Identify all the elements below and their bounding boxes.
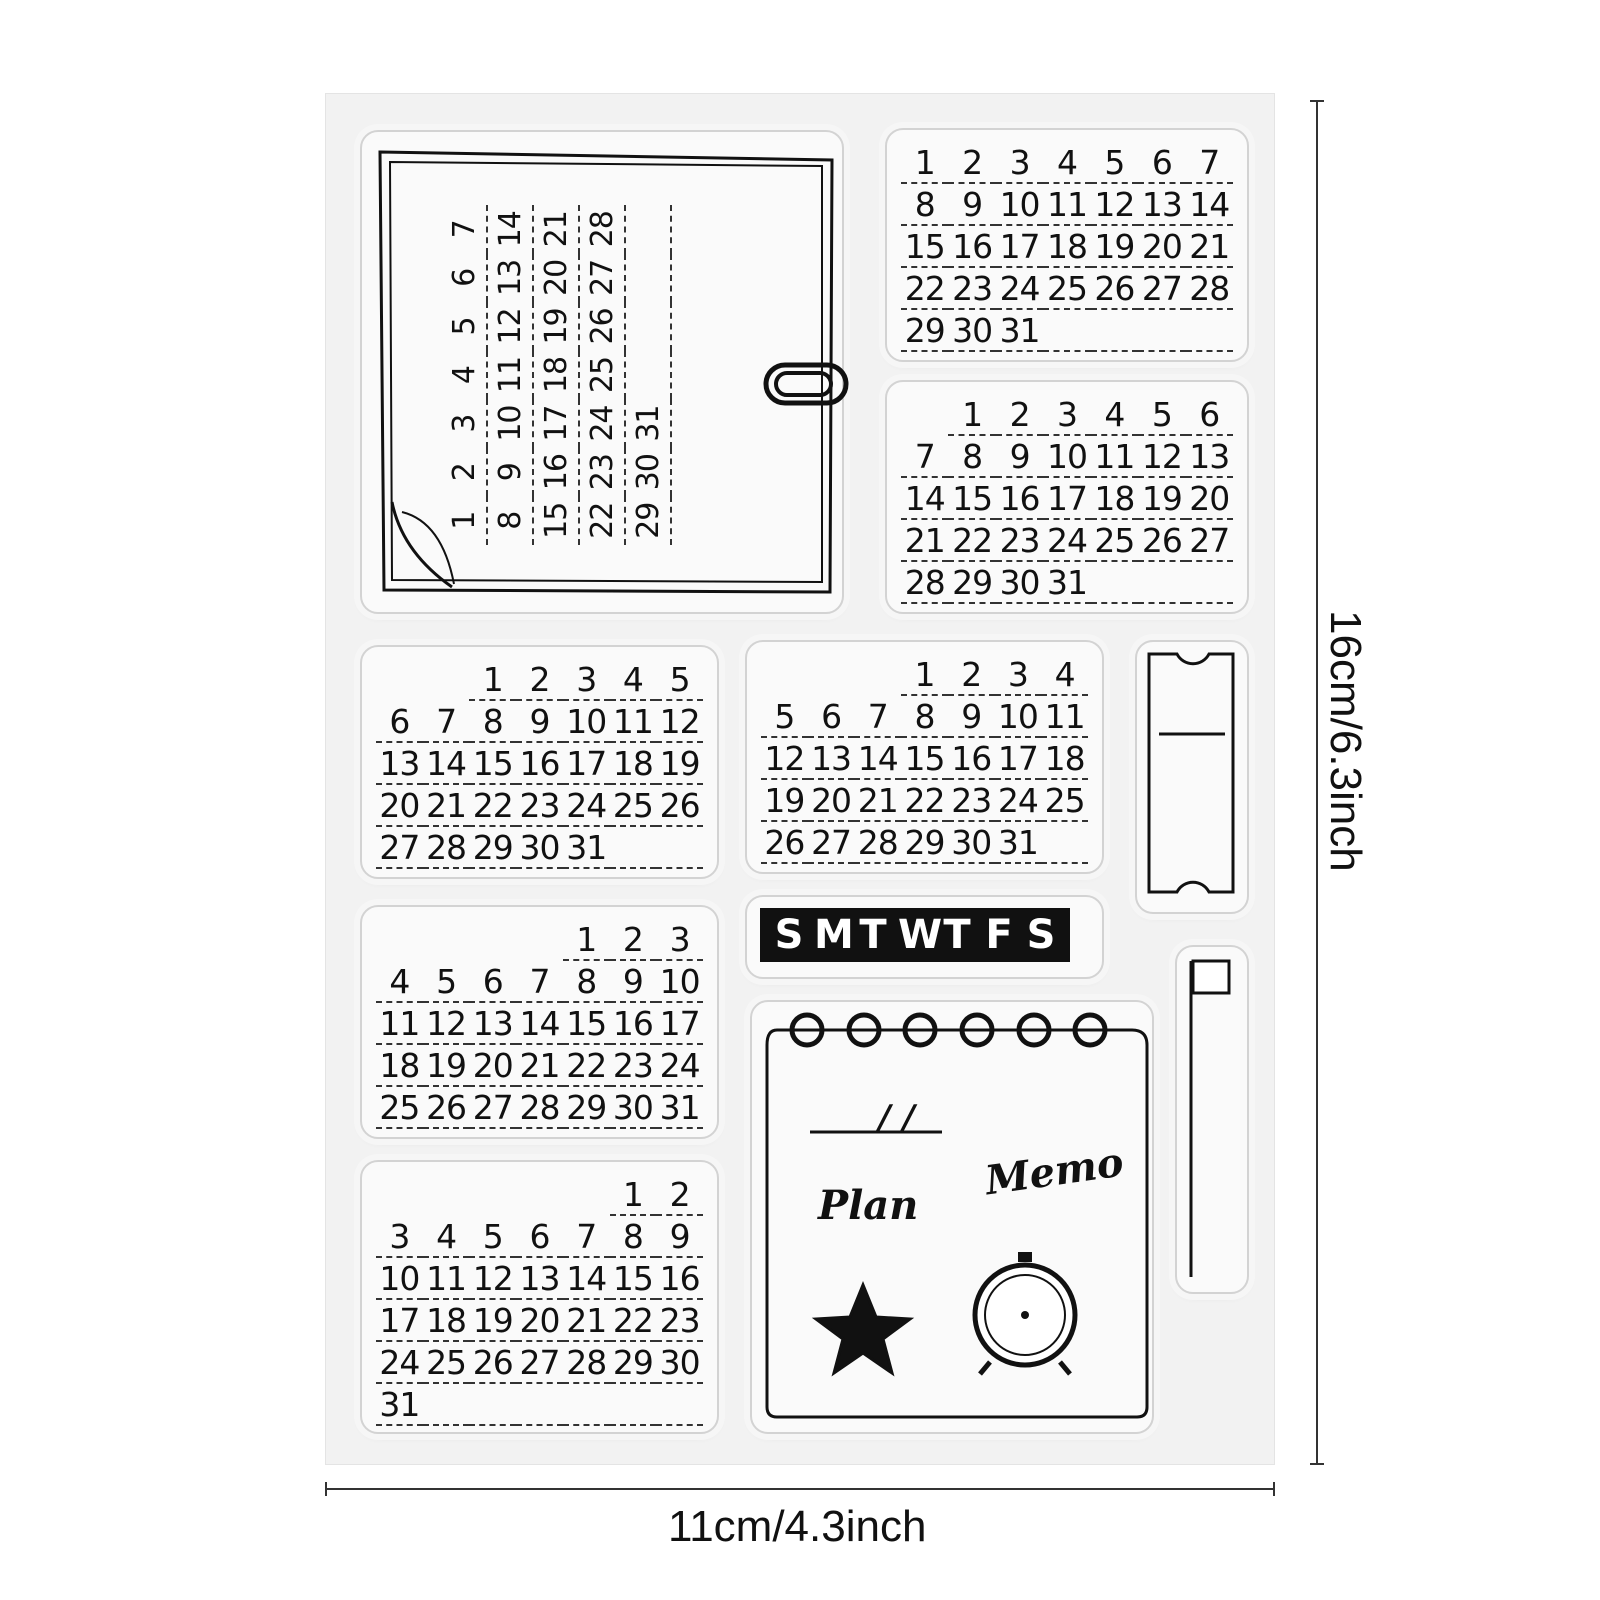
calendar-day: 19 <box>534 302 580 351</box>
calendar-day: 31 <box>626 399 672 448</box>
calendar-day: 23 <box>996 520 1043 562</box>
calendar-day: 20 <box>1138 226 1185 268</box>
calendar-day: 19 <box>423 1045 470 1087</box>
calendar-day: 12 <box>1138 436 1185 478</box>
calendar-day: 18 <box>376 1045 423 1087</box>
calendar-day: 23 <box>948 780 995 822</box>
calendar-day: 11 <box>610 701 657 743</box>
calendar-day: 30 <box>610 1087 657 1129</box>
calendar-day: 5 <box>1138 394 1185 436</box>
calendar-day: 19 <box>1138 478 1185 520</box>
calendar-day: 8 <box>610 1216 657 1258</box>
calendar-day: 27 <box>580 254 626 303</box>
calendar-day: 26 <box>761 822 808 864</box>
calendar-blank-cell <box>1041 822 1088 864</box>
calendar-day: 18 <box>1043 226 1090 268</box>
calendar-day: 31 <box>996 310 1043 352</box>
calendar-day: 25 <box>423 1342 470 1384</box>
calendar-day: 2 <box>516 659 563 701</box>
calendar-blank-cell <box>423 1384 470 1426</box>
calendar-day: 17 <box>996 226 1043 268</box>
weekday-letter: T <box>943 912 971 958</box>
calendar-blank-cell <box>1043 310 1090 352</box>
calendar-day: 22 <box>948 520 995 562</box>
calendar-day: 22 <box>901 780 948 822</box>
calendar-day: 14 <box>516 1003 563 1045</box>
calendar-day: 26 <box>656 785 703 827</box>
calendar-day: 4 <box>376 961 423 1003</box>
calendar-blank-cell <box>1138 562 1185 604</box>
calendar-day: 31 <box>563 827 610 869</box>
calendar-day: 15 <box>534 496 580 545</box>
calendar-day: 15 <box>610 1258 657 1300</box>
calendar-day: 4 <box>1043 142 1090 184</box>
calendar-day: 13 <box>1186 436 1233 478</box>
calendar-day: 28 <box>563 1342 610 1384</box>
star-icon <box>808 1275 918 1385</box>
calendar-day: 20 <box>469 1045 516 1087</box>
calendar-day: 28 <box>854 822 901 864</box>
calendar-day: 31 <box>1043 562 1090 604</box>
date-slashes-label: / / <box>878 1098 915 1138</box>
weekday-letter: S <box>1026 912 1056 958</box>
calendar-day: 19 <box>469 1300 516 1342</box>
height-dimension-label: 16cm/6.3inch <box>1321 610 1370 872</box>
calendar-day: 12 <box>423 1003 470 1045</box>
plan-label: Plan <box>818 1182 919 1229</box>
calendar-day: 18 <box>610 743 657 785</box>
calendar-day: 9 <box>488 448 534 497</box>
calendar-day: 24 <box>563 785 610 827</box>
calendar-day: 28 <box>580 205 626 254</box>
calendar-blank-cell <box>423 1174 470 1216</box>
calendar-day: 5 <box>469 1216 516 1258</box>
calendar-day: 15 <box>901 738 948 780</box>
calendar-day: 17 <box>376 1300 423 1342</box>
calendar-day: 28 <box>516 1087 563 1129</box>
calendar-day: 11 <box>1041 696 1088 738</box>
calendar-day: 6 <box>516 1216 563 1258</box>
calendar-blank-cell <box>656 1384 703 1426</box>
calendar-day: 9 <box>948 696 995 738</box>
calendar-rotated <box>442 200 714 550</box>
calendar-day: 21 <box>901 520 948 562</box>
calendar-blank-cell <box>563 1384 610 1426</box>
memo-label: Memo <box>982 1138 1127 1205</box>
calendar-day: 31 <box>995 822 1042 864</box>
calendar-day: 4 <box>442 351 488 400</box>
calendar-day: 29 <box>563 1087 610 1129</box>
calendar-day: 3 <box>996 142 1043 184</box>
calendar-day: 30 <box>948 310 995 352</box>
calendar-left-3 <box>360 1160 719 1434</box>
calendar-day: 27 <box>376 827 423 869</box>
calendar-day: 27 <box>469 1087 516 1129</box>
ticket-icon <box>1137 642 1247 912</box>
calendar-day: 8 <box>901 184 948 226</box>
calendar-day: 19 <box>761 780 808 822</box>
calendar-blank-cell <box>1186 562 1233 604</box>
calendar-day: 17 <box>1043 478 1090 520</box>
calendar-day: 13 <box>1138 184 1185 226</box>
calendar-day: 27 <box>808 822 855 864</box>
calendar-day: 13 <box>469 1003 516 1045</box>
calendar-day: 16 <box>948 226 995 268</box>
calendar-day: 21 <box>854 780 901 822</box>
calendar-day: 9 <box>996 436 1043 478</box>
calendar-blank-cell <box>626 254 672 303</box>
calendar-blank-cell <box>376 1174 423 1216</box>
calendar-day: 3 <box>1043 394 1090 436</box>
calendar-day: 22 <box>469 785 516 827</box>
calendar-blank-cell <box>516 1174 563 1216</box>
calendar-day: 7 <box>901 436 948 478</box>
calendar-day: 25 <box>1041 780 1088 822</box>
calendar-day: 25 <box>376 1087 423 1129</box>
calendar-day: 26 <box>1138 520 1185 562</box>
calendar-day: 18 <box>534 351 580 400</box>
alarm-clock-icon <box>950 1240 1100 1380</box>
calendar-day: 26 <box>1091 268 1138 310</box>
ticket-stamp <box>1135 640 1249 914</box>
calendar-grid <box>761 654 1088 864</box>
calendar-day: 3 <box>656 919 703 961</box>
calendar-day: 26 <box>580 302 626 351</box>
calendar-blank-cell <box>656 827 703 869</box>
calendar-day: 6 <box>1138 142 1185 184</box>
calendar-day: 14 <box>854 738 901 780</box>
calendar-day: 8 <box>488 496 534 545</box>
calendar-day: 13 <box>376 743 423 785</box>
calendar-day: 5 <box>442 302 488 351</box>
calendar-day: 20 <box>808 780 855 822</box>
calendar-day: 28 <box>423 827 470 869</box>
calendar-day: 5 <box>1091 142 1138 184</box>
calendar-day: 11 <box>1091 436 1138 478</box>
calendar-grid <box>442 205 682 545</box>
calendar-day: 10 <box>563 701 610 743</box>
calendar-day: 4 <box>1041 654 1088 696</box>
flag-stamp <box>1175 945 1249 1294</box>
calendar-day: 25 <box>1091 520 1138 562</box>
calendar-day: 12 <box>656 701 703 743</box>
calendar-day: 10 <box>488 399 534 448</box>
calendar-day: 10 <box>995 696 1042 738</box>
calendar-day: 27 <box>516 1342 563 1384</box>
calendar-day: 8 <box>563 961 610 1003</box>
calendar-blank-cell <box>610 827 657 869</box>
calendar-day: 2 <box>996 394 1043 436</box>
calendar-blank-cell <box>626 351 672 400</box>
calendar-day: 14 <box>901 478 948 520</box>
calendar-day: 3 <box>563 659 610 701</box>
calendar-day: 24 <box>1043 520 1090 562</box>
height-dimension-line <box>1316 100 1318 1465</box>
calendar-day: 18 <box>1041 738 1088 780</box>
calendar-day: 11 <box>423 1258 470 1300</box>
calendar-day: 3 <box>442 399 488 448</box>
calendar-day: 11 <box>488 351 534 400</box>
calendar-day: 30 <box>996 562 1043 604</box>
calendar-day: 24 <box>996 268 1043 310</box>
calendar-day: 13 <box>808 738 855 780</box>
calendar-day: 30 <box>656 1342 703 1384</box>
width-dimension-line <box>325 1488 1275 1490</box>
calendar-blank-cell <box>808 654 855 696</box>
calendar-day: 14 <box>1186 184 1233 226</box>
calendar-day: 29 <box>610 1342 657 1384</box>
calendar-day: 16 <box>610 1003 657 1045</box>
calendar-day: 15 <box>469 743 516 785</box>
calendar-day: 28 <box>1186 268 1233 310</box>
calendar-mid-right <box>885 380 1249 614</box>
calendar-day: 3 <box>995 654 1042 696</box>
calendar-day: 28 <box>901 562 948 604</box>
calendar-day: 16 <box>996 478 1043 520</box>
calendar-day: 11 <box>1043 184 1090 226</box>
calendar-day: 29 <box>626 496 672 545</box>
calendar-day: 29 <box>901 310 948 352</box>
calendar-day: 7 <box>442 205 488 254</box>
calendar-blank-cell <box>469 919 516 961</box>
calendar-day: 22 <box>563 1045 610 1087</box>
calendar-day: 27 <box>1186 520 1233 562</box>
calendar-day: 15 <box>948 478 995 520</box>
calendar-blank-cell <box>516 919 563 961</box>
calendar-day: 9 <box>610 961 657 1003</box>
calendar-day: 2 <box>656 1174 703 1216</box>
calendar-day: 10 <box>376 1258 423 1300</box>
calendar-day: 13 <box>488 254 534 303</box>
calendar-left-1 <box>360 645 719 879</box>
calendar-day: 14 <box>563 1258 610 1300</box>
calendar-day: 10 <box>1043 436 1090 478</box>
calendar-day: 27 <box>1138 268 1185 310</box>
calendar-day: 23 <box>580 448 626 497</box>
calendar-day: 1 <box>610 1174 657 1216</box>
calendar-day: 25 <box>1043 268 1090 310</box>
calendar-day: 20 <box>1186 478 1233 520</box>
calendar-day: 2 <box>948 142 995 184</box>
calendar-blank-cell <box>376 919 423 961</box>
calendar-day: 6 <box>469 961 516 1003</box>
calendar-day: 12 <box>761 738 808 780</box>
calendar-day: 16 <box>516 743 563 785</box>
calendar-day: 26 <box>423 1087 470 1129</box>
calendar-day: 16 <box>656 1258 703 1300</box>
calendar-day: 4 <box>423 1216 470 1258</box>
calendar-day: 19 <box>656 743 703 785</box>
calendar-day: 6 <box>808 696 855 738</box>
flag-icon <box>1177 947 1247 1292</box>
calendar-day: 8 <box>901 696 948 738</box>
calendar-blank-cell <box>423 919 470 961</box>
calendar-blank-cell <box>516 1384 563 1426</box>
calendar-day: 24 <box>656 1045 703 1087</box>
calendar-day: 14 <box>423 743 470 785</box>
calendar-day: 12 <box>488 302 534 351</box>
calendar-day: 29 <box>469 827 516 869</box>
calendar-day: 29 <box>948 562 995 604</box>
calendar-day: 9 <box>948 184 995 226</box>
calendar-blank-cell <box>563 1174 610 1216</box>
calendar-day: 14 <box>488 205 534 254</box>
calendar-day: 7 <box>563 1216 610 1258</box>
calendar-day: 20 <box>534 254 580 303</box>
calendar-day: 30 <box>948 822 995 864</box>
calendar-day: 4 <box>1091 394 1138 436</box>
calendar-day: 31 <box>656 1087 703 1129</box>
calendar-day: 15 <box>563 1003 610 1045</box>
calendar-day: 30 <box>516 827 563 869</box>
calendar-day: 1 <box>442 496 488 545</box>
calendar-blank-cell <box>376 659 423 701</box>
calendar-day: 26 <box>469 1342 516 1384</box>
calendar-day: 21 <box>516 1045 563 1087</box>
calendar-day: 1 <box>901 142 948 184</box>
calendar-day: 22 <box>901 268 948 310</box>
calendar-blank-cell <box>761 654 808 696</box>
calendar-blank-cell <box>626 302 672 351</box>
calendar-day: 1 <box>948 394 995 436</box>
calendar-blank-cell <box>469 1384 516 1426</box>
calendar-day: 9 <box>656 1216 703 1258</box>
calendar-blank-cell <box>469 1174 516 1216</box>
calendar-day: 5 <box>656 659 703 701</box>
calendar-day: 5 <box>761 696 808 738</box>
calendar-day: 17 <box>656 1003 703 1045</box>
calendar-blank-cell <box>423 659 470 701</box>
calendar-day: 20 <box>376 785 423 827</box>
calendar-day: 21 <box>534 205 580 254</box>
calendar-day: 29 <box>901 822 948 864</box>
calendar-day: 25 <box>580 351 626 400</box>
calendar-day: 10 <box>996 184 1043 226</box>
calendar-day: 12 <box>1091 184 1138 226</box>
calendar-grid <box>376 1174 703 1426</box>
calendar-day: 1 <box>563 919 610 961</box>
calendar-grid <box>376 919 703 1129</box>
calendar-center <box>745 640 1104 874</box>
calendar-day: 7 <box>423 701 470 743</box>
calendar-day: 2 <box>948 654 995 696</box>
calendar-day: 7 <box>854 696 901 738</box>
width-dimension-label: 11cm/4.3inch <box>668 1502 927 1551</box>
calendar-grid <box>376 659 703 869</box>
calendar-day: 7 <box>1186 142 1233 184</box>
calendar-day: 2 <box>442 448 488 497</box>
paper-clip-icon <box>760 355 850 415</box>
calendar-day: 30 <box>626 448 672 497</box>
calendar-day: 13 <box>516 1258 563 1300</box>
calendar-day: 24 <box>580 399 626 448</box>
calendar-blank-cell <box>1091 310 1138 352</box>
calendar-day: 22 <box>610 1300 657 1342</box>
calendar-day: 25 <box>610 785 657 827</box>
calendar-grid <box>901 142 1233 352</box>
weekday-letter: S <box>774 912 804 958</box>
calendar-day: 2 <box>610 919 657 961</box>
calendar-day: 22 <box>580 496 626 545</box>
calendar-day: 21 <box>563 1300 610 1342</box>
calendar-day: 19 <box>1091 226 1138 268</box>
calendar-blank-cell <box>854 654 901 696</box>
calendar-left-2 <box>360 905 719 1139</box>
calendar-day: 9 <box>516 701 563 743</box>
calendar-day: 20 <box>516 1300 563 1342</box>
calendar-day: 7 <box>516 961 563 1003</box>
calendar-day: 17 <box>534 399 580 448</box>
calendar-blank-cell <box>1091 562 1138 604</box>
calendar-day: 17 <box>563 743 610 785</box>
weekday-strip <box>760 908 1070 962</box>
calendar-day: 23 <box>610 1045 657 1087</box>
calendar-day: 23 <box>516 785 563 827</box>
calendar-day: 23 <box>948 268 995 310</box>
calendar-top-right <box>885 128 1249 362</box>
calendar-day: 10 <box>656 961 703 1003</box>
calendar-day: 21 <box>423 785 470 827</box>
calendar-blank-cell <box>1138 310 1185 352</box>
calendar-blank-cell <box>610 1384 657 1426</box>
calendar-blank-cell <box>901 394 948 436</box>
calendar-day: 1 <box>901 654 948 696</box>
weekday-letter: M <box>814 912 854 958</box>
calendar-day: 6 <box>1186 394 1233 436</box>
weekday-letter: W <box>898 912 943 958</box>
calendar-day: 24 <box>995 780 1042 822</box>
calendar-day: 12 <box>469 1258 516 1300</box>
calendar-day: 16 <box>534 448 580 497</box>
calendar-grid <box>901 394 1233 604</box>
calendar-day: 6 <box>442 254 488 303</box>
calendar-day: 15 <box>901 226 948 268</box>
calendar-day: 16 <box>948 738 995 780</box>
weekday-letter: F <box>985 912 1013 958</box>
calendar-day: 5 <box>423 961 470 1003</box>
calendar-day: 23 <box>656 1300 703 1342</box>
calendar-day: 21 <box>1186 226 1233 268</box>
calendar-day: 4 <box>610 659 657 701</box>
calendar-day: 17 <box>995 738 1042 780</box>
weekday-letter: T <box>859 912 887 958</box>
calendar-day: 6 <box>376 701 423 743</box>
calendar-day: 18 <box>423 1300 470 1342</box>
calendar-day: 3 <box>376 1216 423 1258</box>
calendar-day: 1 <box>469 659 516 701</box>
calendar-blank-cell <box>626 205 672 254</box>
calendar-day: 24 <box>376 1342 423 1384</box>
calendar-day: 8 <box>948 436 995 478</box>
calendar-day: 11 <box>376 1003 423 1045</box>
calendar-day: 18 <box>1091 478 1138 520</box>
calendar-day: 31 <box>376 1384 423 1426</box>
calendar-day: 8 <box>469 701 516 743</box>
calendar-blank-cell <box>1186 310 1233 352</box>
